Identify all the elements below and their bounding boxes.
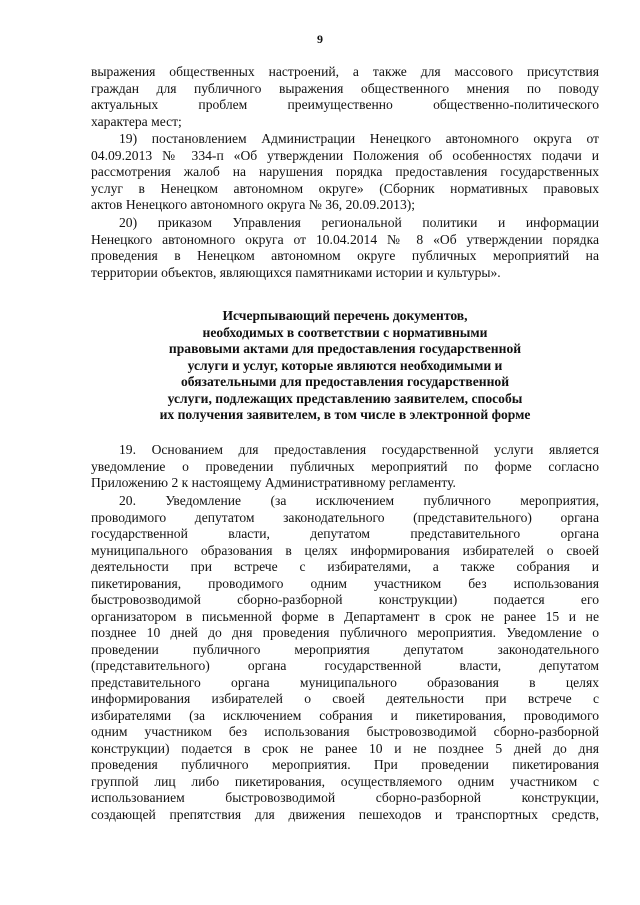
text-line: актуальных проблем преимущественно общественно-политического <box>91 97 599 112</box>
text-line: использованием быстровозводимой сборно-разборной конструкции, <box>91 790 599 805</box>
text-line: Ненецкого автономного округа от 10.04.2014 № 8 «Об утверждении порядка <box>91 231 599 247</box>
heading-line: услуги и услуг, которые являются необходимыми и <box>187 357 503 373</box>
heading-line: необходимых в соответствии с нормативными <box>202 324 488 340</box>
section-heading <box>91 308 599 424</box>
heading-line: их получения заявителем, в том числе в электронной форме <box>159 407 531 422</box>
text-line: актов Ненецкого автономного округа № 36, 20.09.2013); <box>91 197 416 212</box>
paragraph-19 <box>91 442 599 492</box>
text-line: (представительного) органа государственной власти, депутатом <box>91 658 599 673</box>
text-line: услуг в Ненецком автономном округе» (Сборник нормативных правовых <box>91 180 599 196</box>
text-line: 19. Основанием для предоставления государственной услуги является <box>119 442 599 457</box>
text-line: организатором в письменной форме в Департамент в срок не ранее 15 и не <box>91 608 599 624</box>
text-line: позднее 10 дней до дня проведения публичного мероприятия. Уведомление о <box>91 625 599 640</box>
text-line: проведения публичного мероприятия. При проведении пикетирования <box>91 757 599 772</box>
paragraph-continuation <box>91 64 599 130</box>
text-line: 20. Уведомление (за исключением публичного мероприятия, <box>119 493 599 508</box>
text-line: группой лиц либо пикетирования, осуществляемого одним участником с <box>91 773 599 789</box>
text-line: избирателями (за исключением собрания и пикетирования, проводимого <box>91 707 599 723</box>
text-line: уведомление о проведении публичных мероприятий по форме согласно <box>91 458 599 474</box>
text-line: пикетирования, проводимого одним участником без использования <box>91 575 599 591</box>
text-line: муниципального образования в целях информирования избирателей о своей <box>91 542 599 558</box>
text-line: Приложению 2 к настоящему Административному регламенту. <box>91 475 456 490</box>
text-line: 19) постановлением Администрации Ненецкого автономного округа от <box>119 131 599 146</box>
paragraph-20 <box>91 493 599 823</box>
text-line: государственной власти, депутатом представительного органа <box>91 526 599 541</box>
list-item-20 <box>91 215 599 281</box>
text-line: 20) приказом Управления региональной политики и информации <box>119 215 599 230</box>
heading-line: услуги, подлежащих представлению заявителем, способы <box>167 390 523 406</box>
text-line: проведении публичного мероприятия депутатом законодательного <box>91 641 599 657</box>
heading-line: обязательными для предоставления государственной <box>180 374 510 389</box>
text-line: территории объектов, являющихся памятниками истории и культуры». <box>91 264 501 280</box>
text-line: 04.09.2013 № 334-п «Об утверждении Положения об особенностях подачи и <box>91 147 599 163</box>
text-line: быстровозводимой сборно-разборной конструкции) подается его <box>91 592 599 607</box>
heading-line: правовыми актами для предоставления государственной <box>168 341 522 356</box>
text-line: конструкции) подается в срок не ранее 10 и не позднее 5 дней до дня <box>91 740 599 756</box>
text-line: проведения в Ненецком автономном округе публичных мероприятий на <box>91 248 599 263</box>
text-line: создающей препятствия для движения пешеходов и транспортных средств, <box>91 806 599 822</box>
text-line: одним участником без использования быстровозводимой сборно-разборной <box>91 724 599 739</box>
text-line: представительного органа муниципального образования в целях <box>91 674 599 690</box>
heading-line: Исчерпывающий перечень документов, <box>222 308 468 323</box>
text-line: информирования избирателей о своей деятельности при встрече с <box>91 691 599 706</box>
text-line: проводимого депутатом законодательного (представительного) органа <box>91 509 599 525</box>
text-line: деятельности при встрече с избирателями, а также собрания и <box>91 559 599 574</box>
text-line: граждан для публичного выражения общественного мнения по поводу <box>91 80 599 96</box>
text-line: характера мест; <box>91 113 182 129</box>
text-line: рассмотрения жалоб на нарушения порядка предоставления государственных <box>91 164 599 179</box>
text-line: выражения общественных настроений, а также для массового присутствия <box>91 64 599 79</box>
page-number: 9 <box>317 32 323 46</box>
list-item-19 <box>91 131 599 214</box>
